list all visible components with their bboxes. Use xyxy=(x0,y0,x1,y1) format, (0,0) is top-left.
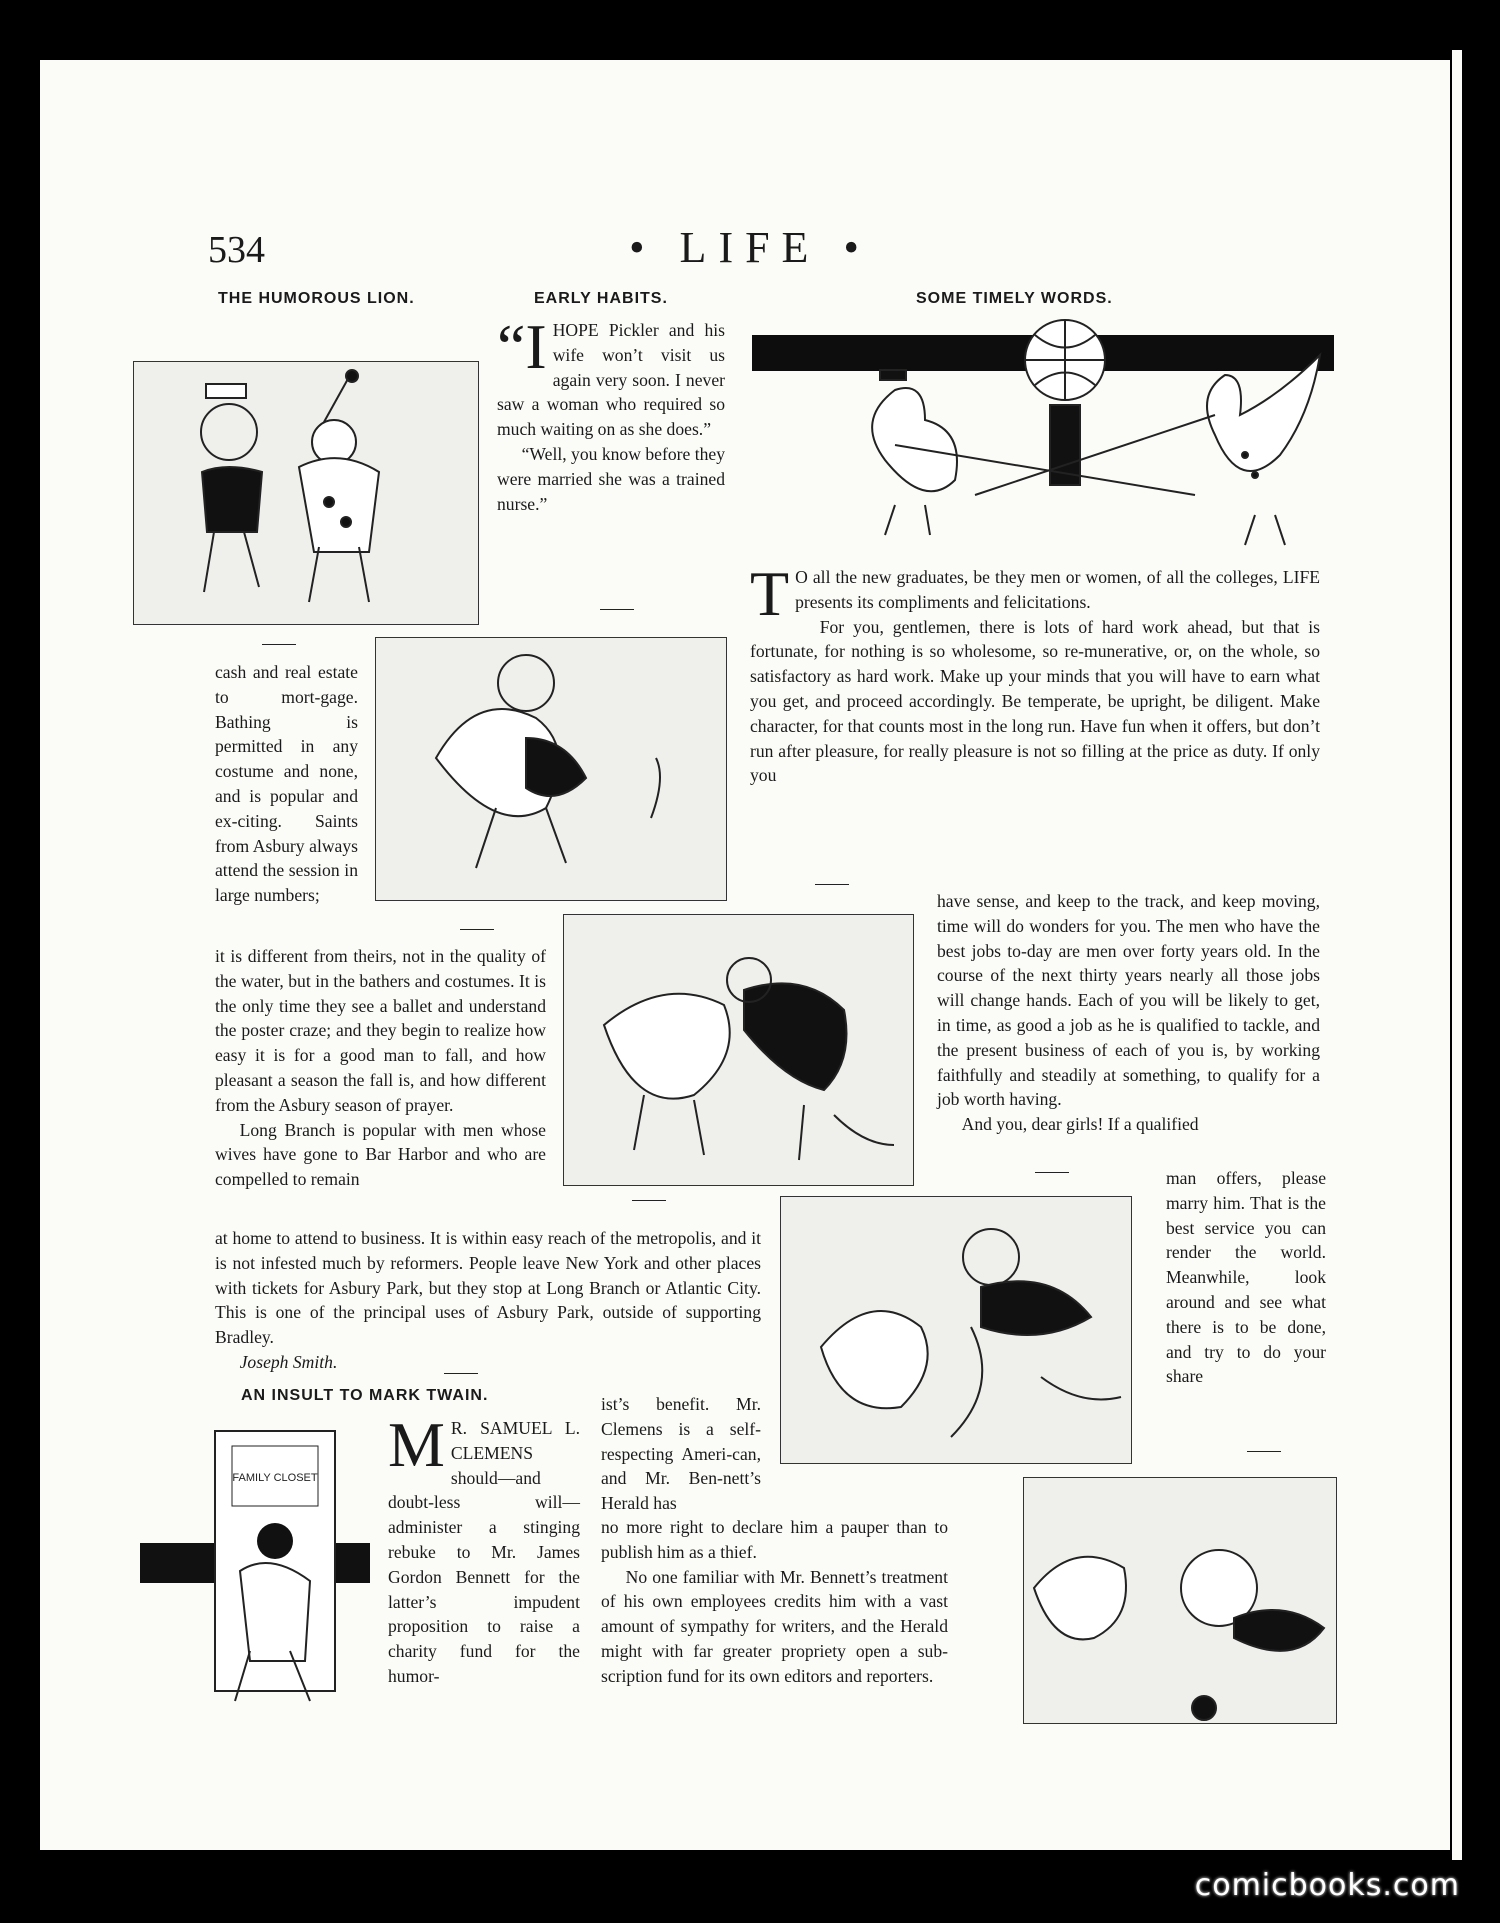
timely-words-title: SOME TIMELY WORDS. xyxy=(916,290,1113,307)
masthead: • LIFE • xyxy=(629,223,871,272)
humorous-lion-title: THE HUMOROUS LION. xyxy=(218,290,415,307)
divider xyxy=(632,1200,666,1201)
divider xyxy=(1035,1172,1069,1173)
divider xyxy=(1247,1451,1281,1452)
mark-twain-title: AN INSULT TO MARK TWAIN. xyxy=(241,1387,489,1404)
early-habits-text: “IHOPE Pickler and his wife won’t visit us again very soon. I never saw a woman who required so much waiting on as she does.” “Well, you know before they were married she was a trained nurse.” xyxy=(497,311,725,514)
divider xyxy=(262,644,296,645)
next-page-edge xyxy=(1452,50,1462,1860)
mark-twain-text-col3: no more right to declare him a pauper than to publish him as a thief. No one familiar with Mr. Bennett’s treatment of his own employees credits him with a vast amount of sympathy for writers, and the Herald might with far greater propriety open a sub-scription fund for its own editors and reporters. xyxy=(601,1517,948,1686)
family-closet-illustration xyxy=(140,1411,370,1716)
timely-words-text-cont: have sense, and keep to the track, and keep moving, time will do wonders for you. The men who have the best jobs to-day are men over forty years old. In the course of the next thirty years nearly all those jobs will change hands. Each of you will be likely to get, in time, as good a job as he is qualified to tackle, and the present business of each of you is, by working faithfully and steadily at something, to qualify for a job worth having. And you, dear girls! If a qualified xyxy=(937,891,1320,1135)
timely-words-text: T O all the new graduates, be they men or women, of all the colleges, LIFE presents its compliments and felicitations. For you, gentlemen, there is lots of hard work ahead, but that is fortunate, for nothing is so wholesome, so re-munerative, or, on the whole, so satisfactory as hard work. Make up your minds that you will have to earn what you get, and proceed accordingly. Be temperate, be upright, be diligent. Make character, for that counts most in the long run. Have fun when it offers, but don’t run after pleasure, for really pleasure is not so filling at the price as duty. If only you xyxy=(750,558,1320,786)
lion-text-col4: at home to attend to business. It is within easy reach of the metropolis, and it is not infested much by reformers. People leave New York and other places with tickets for Asbury Park, but they stop at Long Branch or Atlantic City. This is one of the principal uses of Asbury Park, outside of supporting Bradley. Joseph Smith. xyxy=(215,1226,761,1375)
lion-clown-illustration-5 xyxy=(1023,1477,1337,1724)
divider xyxy=(444,1373,478,1374)
watermark: comicbooks.com xyxy=(1194,1868,1460,1903)
timely-words-text-end: man offers, please marry him. That is the best service you can render the world. Meanwhile, look around and see what there is to be done, and try to do your share xyxy=(1166,1168,1326,1387)
early-habits-title: EARLY HABITS. xyxy=(534,290,668,307)
mark-twain-text-col1: M R. SAMUEL L. CLEMENS should—and doubt-less will—administer a stinging rebuke to Mr. James Gordon Bennett for the latter’s impudent proposition to raise a charity fund for the humor- xyxy=(388,1409,580,1686)
safe-label: FAMILY CLOSET xyxy=(232,1472,318,1484)
lion-text-col1: cash and real estate to mort-gage. Bathing is permitted in any costume and none, and is popular and ex-citing. Saints from Asbury always attend the session in large numbers; xyxy=(215,662,358,906)
lion-text-col2: it is different from theirs, not in the quality of the water, but in the bathers and costumes. It is the only time they see a ballet and understand the poster craze; and they begin to realize how easy it is for a good man to fall, and how pleasant a season the fall is, and how different from the Asbury season of prayer. Long Branch is popular with men whose wives have gone to Bar Harbor and who are compelled to remain xyxy=(215,946,546,1190)
divider xyxy=(815,884,849,885)
dropcap: “I xyxy=(497,311,547,382)
lion-clown-illustration-4 xyxy=(780,1196,1132,1464)
divider xyxy=(460,929,494,930)
dropcap: T xyxy=(750,558,790,629)
mark-twain-text-col2: ist’s benefit. Mr. Clemens is a self-respecting Ameri-can, and Mr. Ben-nett’s Herald has xyxy=(601,1394,761,1514)
page-number: 534 xyxy=(208,229,265,271)
signature: Joseph Smith. xyxy=(239,1351,338,1372)
dropcap: M xyxy=(388,1409,445,1480)
divider xyxy=(600,609,634,610)
lion-clown-illustration-1 xyxy=(133,361,479,625)
lion-clown-illustration-3 xyxy=(563,914,914,1186)
graduates-illustration xyxy=(775,315,1355,550)
lion-clown-illustration-2 xyxy=(375,637,727,901)
